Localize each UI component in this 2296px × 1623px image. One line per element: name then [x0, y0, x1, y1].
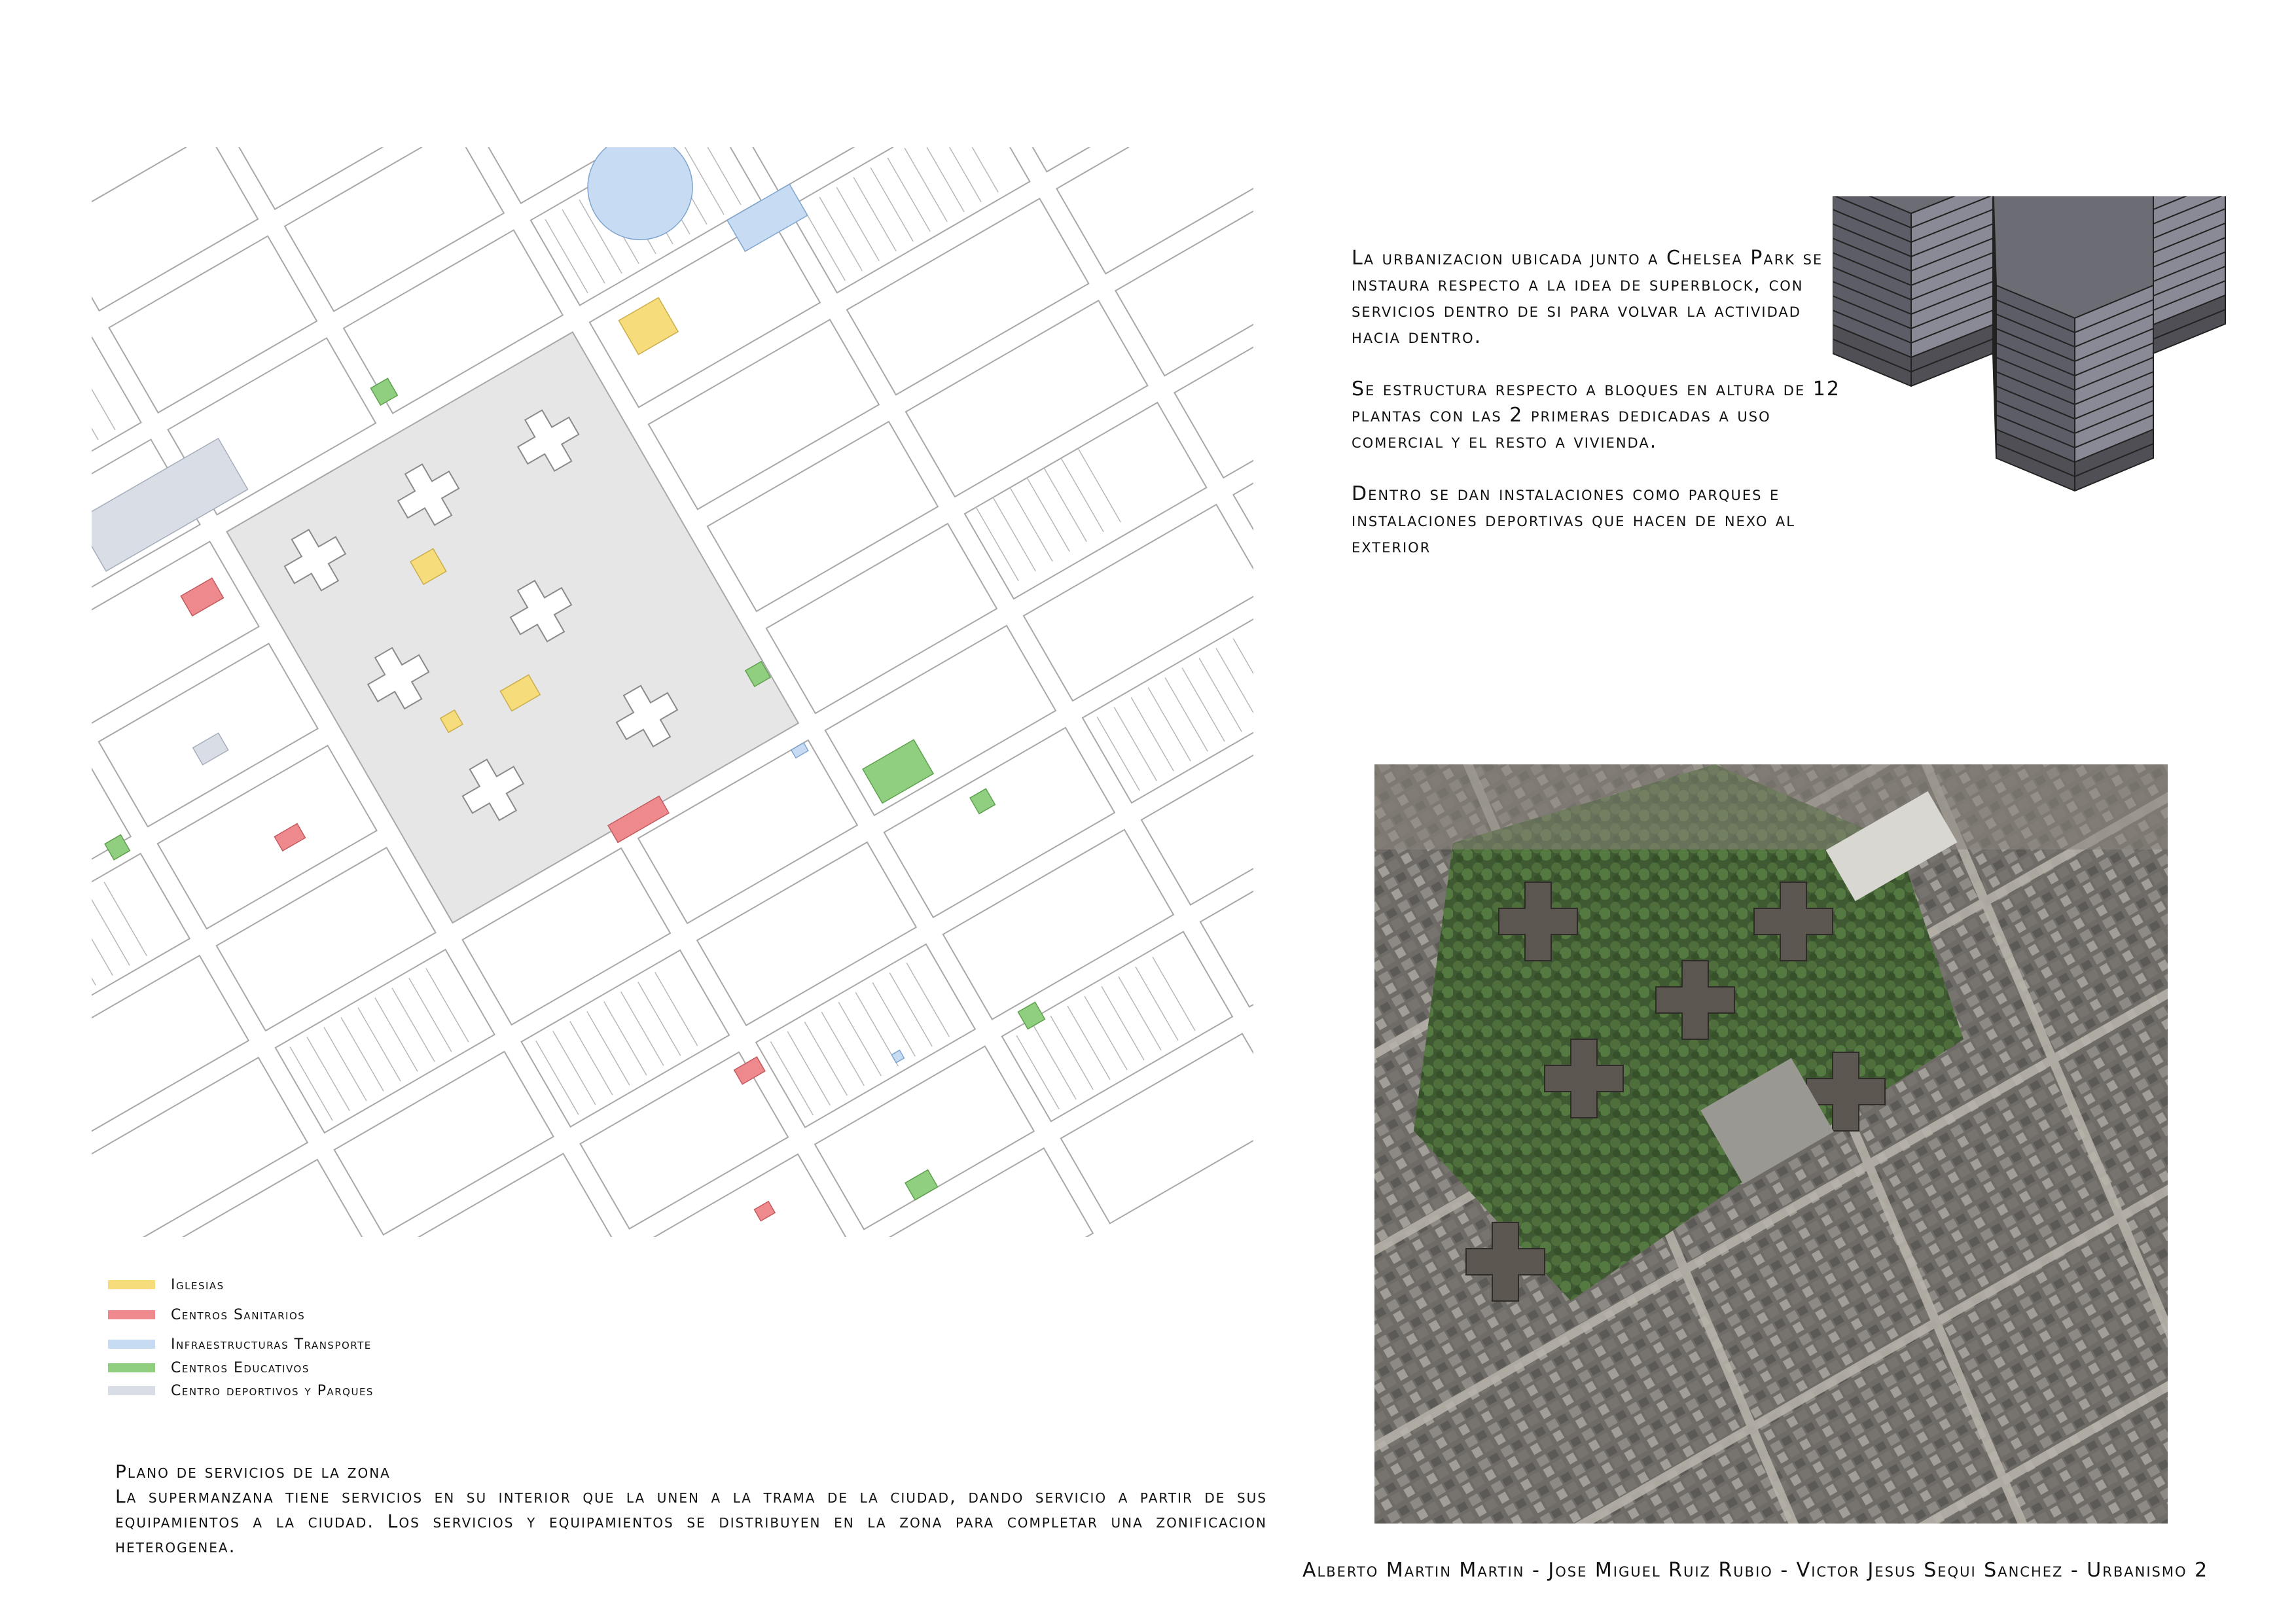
- author-credits: Alberto Martin Martin - Jose Miguel Ruiz Rubio - Victor Jesus Sequi Sanchez - Urbanismo 2: [1302, 1559, 2209, 1582]
- satellite-aerial-image: [1374, 764, 2168, 1524]
- legend-label: Iglesias: [171, 1276, 224, 1293]
- superblock-area: [227, 332, 798, 923]
- description-paragraph-3: Dentro se dan instalaciones como parques e instalaciones deportivas que hacen de nexo al exterior: [1352, 482, 1795, 558]
- legend-swatch: [108, 1363, 155, 1372]
- legend-item-education: [108, 1357, 310, 1379]
- legend-swatch: [108, 1280, 155, 1289]
- description-paragraph-2: Se estructura respecto a bloques en altura de 12 plantas con las 2 primeras dedicadas a uso comercial y el resto a vivienda.: [1352, 378, 1840, 453]
- legend-item-churches: [108, 1274, 224, 1296]
- legend-swatch: [108, 1310, 155, 1319]
- description-paragraph-1: La urbanizacion ubicada junto a Chelsea Park se instaura respecto a la idea de superblock, con servicios dentro de si para volvar la actividad hacia dentro.: [1352, 247, 1823, 348]
- legend-label: Centros Educativos: [171, 1359, 310, 1376]
- building-axonometric: [1833, 196, 2238, 694]
- legend-label: Infraestructuras Transporte: [171, 1336, 372, 1353]
- project-description: [1352, 245, 1849, 586]
- caption-body: La supermanzana tiene servicios en su interior que la unen a la trama de la ciudad, dando servicio a partir de sus equipamientos a la ciudad. Los servicios y equipamientos se distribuyen en la zona para completar una zonificacion heterogenea.: [115, 1486, 1267, 1557]
- legend-swatch: [108, 1386, 155, 1395]
- plan-caption: [115, 1459, 1267, 1559]
- legend-label: Centros Sanitarios: [171, 1306, 306, 1323]
- legend-item-sports-parks: [108, 1380, 374, 1402]
- caption-title: Plano de servicios de la zona: [115, 1461, 391, 1482]
- site-plan-map: [92, 147, 1253, 1237]
- legend-swatch: [108, 1340, 155, 1349]
- legend-item-health-centres: [108, 1304, 305, 1326]
- legend-label: Centro deportivos y Parques: [171, 1382, 374, 1399]
- legend-item-transport: [108, 1333, 372, 1355]
